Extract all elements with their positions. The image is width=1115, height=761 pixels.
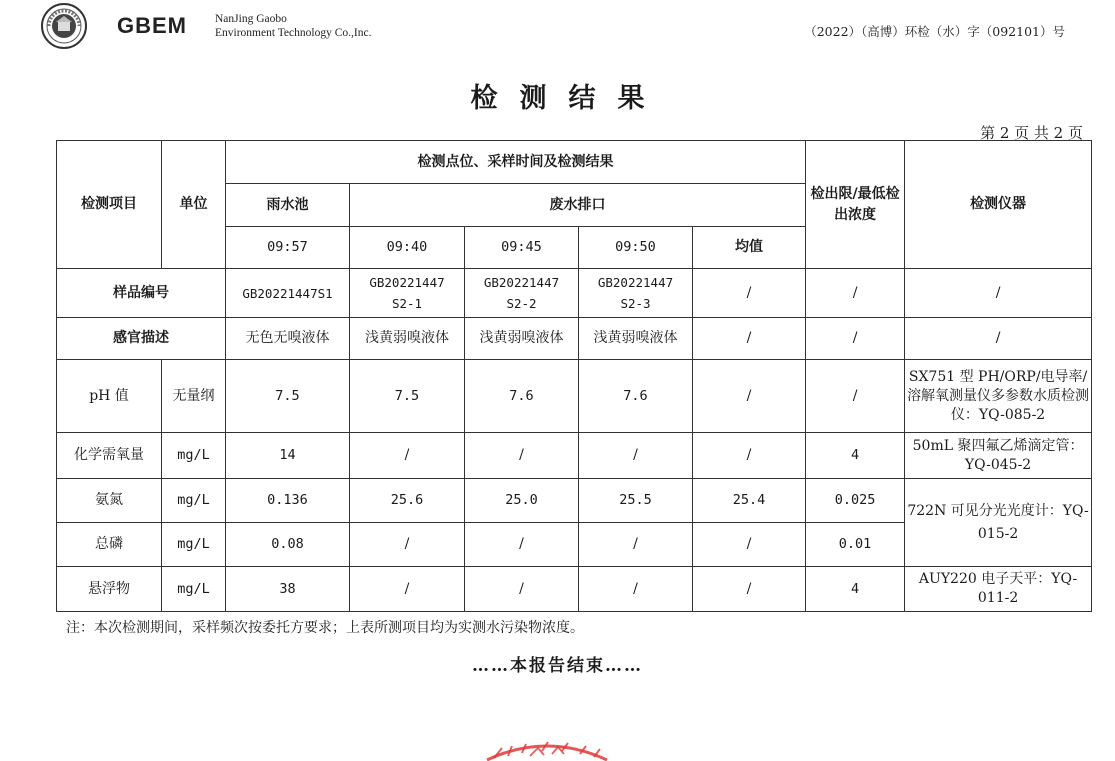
instrument-cell: AUY220 电子天平：YQ-011-2	[905, 567, 1092, 612]
value-cell: /	[579, 523, 693, 567]
unit-cell: mg/L	[162, 433, 226, 479]
value-cell: /	[579, 567, 693, 612]
limit-cell: /	[806, 269, 905, 318]
table-header-row	[57, 141, 1092, 184]
sensory-cell: /	[693, 318, 806, 360]
sample-id-cell: GB20221447 S2-3	[579, 269, 693, 318]
value-cell: /	[693, 523, 806, 567]
limit-cell: 4	[806, 567, 905, 612]
company-name	[215, 12, 371, 40]
value-cell: /	[693, 360, 806, 433]
value-cell: 38	[226, 567, 350, 612]
item-cell: 悬浮物	[57, 567, 162, 612]
limit-cell: 0.01	[806, 523, 905, 567]
instrument-cell: SX751 型 PH/ORP/电导率/溶解氧测量仪多参数水质检测仪：YQ-085-2	[905, 360, 1092, 433]
instrument-cell: /	[905, 318, 1092, 360]
instrument-cell: 50mL 聚四氟乙烯滴定管：YQ-045-2	[905, 433, 1092, 479]
value-cell: /	[579, 433, 693, 479]
header-limit: 检出限/最低检出浓度	[806, 141, 905, 269]
unit-cell: mg/L	[162, 567, 226, 612]
sensory-cell: 浅黄弱嗅液体	[350, 318, 465, 360]
value-cell: 25.6	[350, 479, 465, 523]
header-item: 检测项目	[57, 141, 162, 269]
value-cell: /	[465, 567, 579, 612]
sensory-cell: 无色无嗅液体	[226, 318, 350, 360]
value-cell: 25.0	[465, 479, 579, 523]
value-cell: /	[350, 433, 465, 479]
instrument-cell: /	[905, 269, 1092, 318]
unit-cell: mg/L	[162, 479, 226, 523]
page-info: 第 2 页 共 2 页	[980, 124, 1083, 142]
red-stamp-icon	[482, 738, 612, 761]
value-cell: /	[693, 433, 806, 479]
value-cell: 14	[226, 433, 350, 479]
value-cell: 25.4	[693, 479, 806, 523]
header-unit: 单位	[162, 141, 226, 269]
item-cell: 化学需氧量	[57, 433, 162, 479]
header-group: 检测点位、采样时间及检测结果	[226, 141, 806, 184]
value-cell: /	[693, 567, 806, 612]
page-title: 检测结果	[470, 83, 667, 114]
value-cell: 7.5	[350, 360, 465, 433]
time-cell: 09:57	[226, 227, 350, 269]
sample-id-cell: GB20221447S1	[226, 269, 350, 318]
table-row-sample-id	[57, 269, 1092, 318]
value-cell: 25.5	[579, 479, 693, 523]
value-cell: 7.6	[465, 360, 579, 433]
value-cell: /	[350, 567, 465, 612]
header-instrument: 检测仪器	[905, 141, 1092, 269]
sensory-cell: 浅黄弱嗅液体	[465, 318, 579, 360]
table-row	[57, 433, 1092, 479]
time-cell: 09:45	[465, 227, 579, 269]
limit-cell: 0.025	[806, 479, 905, 523]
table-row	[57, 360, 1092, 433]
value-cell: 7.5	[226, 360, 350, 433]
unit-cell: mg/L	[162, 523, 226, 567]
item-cell: pH 值	[57, 360, 162, 433]
value-cell: 0.136	[226, 479, 350, 523]
footnote: 注：本次检测期间，采样频次按委托方要求；上表所测项目均为实测水污染物浓度。	[66, 620, 584, 636]
brand-name: GBEM	[117, 13, 187, 38]
row-label: 感官描述	[57, 318, 226, 360]
table-row	[57, 479, 1092, 523]
unit-cell: 无量纲	[162, 360, 226, 433]
row-label: 样品编号	[57, 269, 226, 318]
item-cell: 氨氮	[57, 479, 162, 523]
item-cell: 总磷	[57, 523, 162, 567]
company-line-2: Environment Technology Co.,Inc.	[215, 27, 372, 39]
point-rain: 雨水池	[226, 184, 350, 227]
table-row-sensory	[57, 318, 1092, 360]
report-end-marker: ……本报告结束……	[472, 656, 643, 676]
time-cell-mean: 均值	[693, 227, 806, 269]
value-cell: /	[465, 523, 579, 567]
point-waste: 废水排口	[350, 184, 806, 227]
company-seal-logo	[41, 3, 87, 49]
company-line-1: NanJing Gaobo	[215, 13, 287, 25]
instrument-cell: 722N 可见分光光度计：YQ-015-2	[905, 479, 1092, 567]
value-cell: 7.6	[579, 360, 693, 433]
time-cell: 09:50	[579, 227, 693, 269]
value-cell: /	[465, 433, 579, 479]
sample-id-cell: GB20221447 S2-1	[350, 269, 465, 318]
value-cell: 0.08	[226, 523, 350, 567]
sensory-cell: 浅黄弱嗅液体	[579, 318, 693, 360]
limit-cell: /	[806, 360, 905, 433]
table-row	[57, 567, 1092, 612]
sample-id-cell: /	[693, 269, 806, 318]
report-header	[0, 0, 1115, 60]
time-cell: 09:40	[350, 227, 465, 269]
sample-id-cell: GB20221447 S2-2	[465, 269, 579, 318]
limit-cell: 4	[806, 433, 905, 479]
limit-cell: /	[806, 318, 905, 360]
report-number: （2022）（高博）环检（水）字（092101）号	[804, 24, 1065, 39]
results-table	[56, 140, 1092, 612]
value-cell: /	[350, 523, 465, 567]
